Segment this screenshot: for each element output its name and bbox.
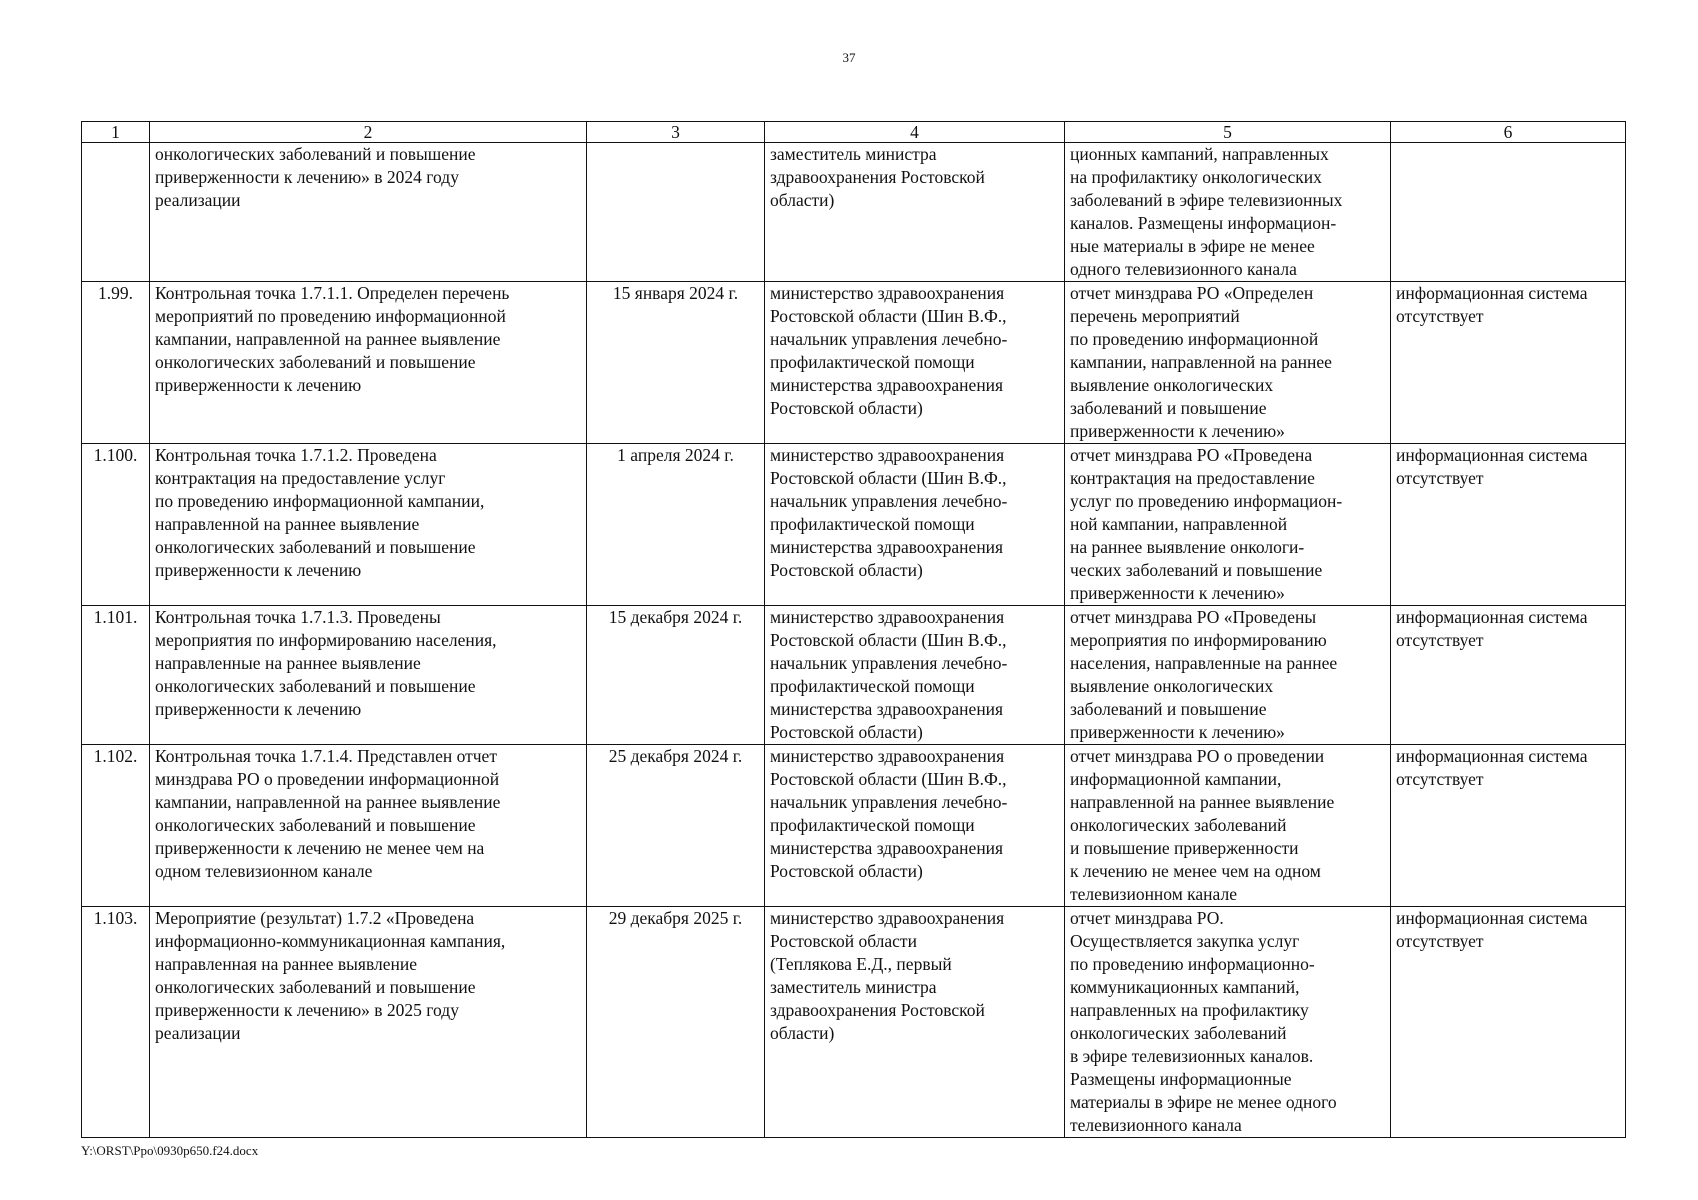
responsible-party-line: министерство здравоохранения: [770, 746, 1005, 766]
control-point-name-line: приверженности к лечению» в 2024 году: [155, 167, 459, 187]
column-header-2: 2: [150, 122, 587, 143]
responsible-party-line: заместитель министра: [770, 977, 937, 997]
result-document-line: и повышение приверженности: [1070, 838, 1299, 858]
result-document-line: заболеваний и повышение: [1070, 699, 1267, 719]
responsible-party-line: (Теплякова Е.Д., первый: [770, 954, 952, 974]
result-document-line: выявление онкологических: [1070, 676, 1274, 696]
row-number-cell: [82, 143, 150, 282]
control-point-name-line: информационно-коммуникационная кампания,: [155, 931, 506, 951]
control-point-name-line: кампании, направленной на раннее выявление: [155, 329, 501, 349]
column-header-1: 1: [82, 122, 150, 143]
responsible-party-line: Ростовской области): [770, 722, 923, 742]
result-document-cell: [1065, 745, 1391, 907]
responsible-party-line: здравоохранения Ростовской: [770, 1000, 985, 1020]
result-document-line: на профилактику онкологических: [1070, 167, 1322, 187]
control-point-name-line: Контрольная точка 1.7.1.1. Определен перечень: [155, 283, 510, 303]
deadline-date-cell: 25 декабря 2024 г.: [587, 745, 765, 907]
result-document-line: Осуществляется закупка услуг: [1070, 931, 1300, 951]
information-system-line: информационная система: [1396, 283, 1588, 303]
control-points-table: [81, 121, 1626, 1138]
responsible-party-line: заместитель министра: [770, 144, 937, 164]
responsible-party-line: Ростовской области (Шин В.Ф.,: [770, 468, 1007, 488]
result-document-line: отчет минздрава РО о проведении: [1070, 746, 1325, 766]
responsible-party-line: начальник управления лечебно-: [770, 792, 1008, 812]
column-header-4: 4: [765, 122, 1065, 143]
responsible-party-line: начальник управления лечебно-: [770, 329, 1008, 349]
control-point-name-line: направленная на раннее выявление: [155, 954, 418, 974]
information-system-line: информационная система: [1396, 908, 1588, 928]
control-point-name-line: Контрольная точка 1.7.1.2. Проведена: [155, 445, 437, 465]
result-document-cell: [1065, 282, 1391, 444]
responsible-party-cell: [765, 444, 1065, 606]
information-system-line: информационная система: [1396, 746, 1588, 766]
result-document-line: по проведению информационно-: [1070, 954, 1315, 974]
control-point-name-line: приверженности к лечению: [155, 560, 362, 580]
result-document-line: направленной на раннее выявление: [1070, 792, 1335, 812]
table-row: [82, 606, 1626, 745]
result-document-line: кампании, направленной на раннее: [1070, 352, 1332, 372]
result-document-line: отчет минздрава РО «Проведены: [1070, 607, 1317, 627]
table-row: [82, 444, 1626, 606]
deadline-date-cell: 15 декабря 2024 г.: [587, 606, 765, 745]
responsible-party-line: министерства здравоохранения: [770, 838, 1004, 858]
control-point-name-line: контрактация на предоставление услуг: [155, 468, 446, 488]
control-point-name-line: реализации: [155, 190, 241, 210]
result-document-line: ционных кампаний, направленных: [1070, 144, 1329, 164]
information-system-line: информационная система: [1396, 607, 1588, 627]
control-point-name-line: направленной на раннее выявление: [155, 514, 420, 534]
information-system-cell: [1391, 444, 1626, 606]
responsible-party-line: области): [770, 1023, 835, 1043]
responsible-party-line: министерство здравоохранения: [770, 283, 1005, 303]
result-document-line: направленных на профилактику: [1070, 1000, 1309, 1020]
information-system-cell: [1391, 745, 1626, 907]
control-point-name-line: онкологических заболеваний и повышение: [155, 352, 476, 372]
control-point-name-line: минздрава РО о проведении информационной: [155, 769, 500, 789]
responsible-party-line: министерство здравоохранения: [770, 445, 1005, 465]
information-system-line: отсутствует: [1396, 306, 1484, 326]
control-point-name-cell: [150, 282, 587, 444]
result-document-line: ной кампании, направленной: [1070, 514, 1288, 534]
table-row: [82, 907, 1626, 1138]
control-point-name-line: онкологических заболеваний и повышение: [155, 977, 476, 997]
responsible-party-line: области): [770, 190, 835, 210]
control-point-name-line: направленные на раннее выявление: [155, 653, 421, 673]
control-point-name-line: приверженности к лечению» в 2025 году: [155, 1000, 459, 1020]
row-number-cell: 1.99.: [82, 282, 150, 444]
result-document-line: онкологических заболеваний: [1070, 1023, 1287, 1043]
control-point-name-cell: [150, 745, 587, 907]
responsible-party-line: Ростовской области): [770, 398, 923, 418]
footer-file-path: Y:\ORST\Ppo\0930p650.f24.docx: [81, 1143, 259, 1158]
responsible-party-line: начальник управления лечебно-: [770, 491, 1008, 511]
control-point-name-line: приверженности к лечению не менее чем на: [155, 838, 485, 858]
deadline-date-cell: 1 апреля 2024 г.: [587, 444, 765, 606]
result-document-line: информационной кампании,: [1070, 769, 1282, 789]
deadline-date-cell: 15 января 2024 г.: [587, 282, 765, 444]
result-document-line: услуг по проведению информацион-: [1070, 491, 1343, 511]
result-document-cell: [1065, 606, 1391, 745]
table-row: [82, 282, 1626, 444]
result-document-line: заболеваний и повышение: [1070, 398, 1267, 418]
column-header-3: 3: [587, 122, 765, 143]
result-document-line: отчет минздрава РО «Определен: [1070, 283, 1314, 303]
responsible-party-line: Ростовской области): [770, 560, 923, 580]
control-point-name-line: мероприятия по информированию населения,: [155, 630, 497, 650]
control-point-name-line: одном телевизионном канале: [155, 861, 373, 881]
information-system-cell: [1391, 606, 1626, 745]
control-point-name-line: кампании, направленной на раннее выявление: [155, 792, 501, 812]
responsible-party-line: Ростовской области (Шин В.Ф.,: [770, 769, 1007, 789]
information-system-line: отсутствует: [1396, 769, 1484, 789]
result-document-line: Размещены информационные: [1070, 1069, 1292, 1089]
responsible-party-line: начальник управления лечебно-: [770, 653, 1008, 673]
control-point-name-line: по проведению информационной кампании,: [155, 491, 485, 511]
control-point-name-line: онкологических заболеваний и повышение: [155, 144, 476, 164]
information-system-cell: [1391, 907, 1626, 1138]
result-document-line: приверженности к лечению»: [1070, 421, 1285, 441]
result-document-line: коммуникационных кампаний,: [1070, 977, 1300, 997]
responsible-party-line: здравоохранения Ростовской: [770, 167, 985, 187]
deadline-date-cell: [587, 143, 765, 282]
information-system-line: отсутствует: [1396, 468, 1484, 488]
control-point-name-cell: [150, 606, 587, 745]
header-row: [82, 122, 1626, 143]
control-point-name-cell: [150, 907, 587, 1138]
result-document-line: в эфире телевизионных каналов.: [1070, 1046, 1314, 1066]
information-system-line: информационная система: [1396, 445, 1588, 465]
result-document-line: телевизионного канала: [1070, 1115, 1242, 1135]
row-number-cell: 1.101.: [82, 606, 150, 745]
responsible-party-line: профилактической помощи: [770, 676, 975, 696]
deadline-date-cell: 29 декабря 2025 г.: [587, 907, 765, 1138]
row-number-cell: 1.103.: [82, 907, 150, 1138]
information-system-line: отсутствует: [1396, 630, 1484, 650]
responsible-party-line: Ростовской области: [770, 931, 917, 951]
result-document-line: выявление онкологических: [1070, 375, 1274, 395]
table-row: [82, 143, 1626, 282]
responsible-party-line: министерство здравоохранения: [770, 908, 1005, 928]
result-document-line: по проведению информационной: [1070, 329, 1319, 349]
responsible-party-cell: [765, 907, 1065, 1138]
result-document-line: отчет минздрава РО «Проведена: [1070, 445, 1313, 465]
row-number-cell: 1.102.: [82, 745, 150, 907]
control-point-name-line: реализации: [155, 1023, 241, 1043]
control-point-name-cell: [150, 143, 587, 282]
control-point-name-line: онкологических заболеваний и повышение: [155, 537, 476, 557]
responsible-party-cell: [765, 282, 1065, 444]
result-document-line: одного телевизионного канала: [1070, 259, 1297, 279]
row-number-cell: 1.100.: [82, 444, 150, 606]
responsible-party-cell: [765, 745, 1065, 907]
responsible-party-line: профилактической помощи: [770, 815, 975, 835]
control-point-name-line: Контрольная точка 1.7.1.3. Проведены: [155, 607, 441, 627]
result-document-line: населения, направленные на раннее: [1070, 653, 1338, 673]
result-document-line: перечень мероприятий: [1070, 306, 1240, 326]
responsible-party-line: Ростовской области (Шин В.Ф.,: [770, 630, 1007, 650]
result-document-line: контрактация на предоставление: [1070, 468, 1315, 488]
result-document-line: на раннее выявление онкологи-: [1070, 537, 1305, 557]
responsible-party-line: Ростовской области (Шин В.Ф.,: [770, 306, 1007, 326]
information-system-cell: [1391, 282, 1626, 444]
responsible-party-line: министерства здравоохранения: [770, 375, 1004, 395]
result-document-line: каналов. Размещены информацион-: [1070, 213, 1337, 233]
result-document-line: ные материалы в эфире не менее: [1070, 236, 1315, 256]
result-document-line: отчет минздрава РО.: [1070, 908, 1224, 928]
result-document-cell: [1065, 143, 1391, 282]
information-system-line: отсутствует: [1396, 931, 1484, 951]
control-point-name-cell: [150, 444, 587, 606]
column-header-5: 5: [1065, 122, 1391, 143]
result-document-cell: [1065, 907, 1391, 1138]
responsible-party-line: профилактической помощи: [770, 352, 975, 372]
control-point-name-line: приверженности к лечению: [155, 699, 362, 719]
control-point-name-line: онкологических заболеваний и повышение: [155, 815, 476, 835]
responsible-party-cell: [765, 143, 1065, 282]
result-document-line: материалы в эфире не менее одного: [1070, 1092, 1337, 1112]
control-point-name-line: приверженности к лечению: [155, 375, 362, 395]
result-document-cell: [1065, 444, 1391, 606]
control-point-name-line: мероприятий по проведению информационной: [155, 306, 506, 326]
result-document-line: приверженности к лечению»: [1070, 583, 1285, 603]
page-number: 37: [842, 50, 856, 65]
information-system-cell: [1391, 143, 1626, 282]
responsible-party-line: министерства здравоохранения: [770, 537, 1004, 557]
responsible-party-line: профилактической помощи: [770, 514, 975, 534]
result-document-line: заболеваний в эфире телевизионных: [1070, 190, 1343, 210]
control-point-name-line: Контрольная точка 1.7.1.4. Представлен отчет: [155, 746, 497, 766]
control-point-name-line: онкологических заболеваний и повышение: [155, 676, 476, 696]
result-document-line: онкологических заболеваний: [1070, 815, 1287, 835]
result-document-line: телевизионном канале: [1070, 884, 1237, 904]
responsible-party-line: министерство здравоохранения: [770, 607, 1005, 627]
control-point-name-line: Мероприятие (результат) 1.7.2 «Проведена: [155, 908, 475, 928]
result-document-line: приверженности к лечению»: [1070, 722, 1285, 742]
result-document-line: мероприятия по информированию: [1070, 630, 1327, 650]
responsible-party-line: министерства здравоохранения: [770, 699, 1004, 719]
column-header-6: 6: [1391, 122, 1626, 143]
table-row: [82, 745, 1626, 907]
responsible-party-cell: [765, 606, 1065, 745]
responsible-party-line: Ростовской области): [770, 861, 923, 881]
result-document-line: ческих заболеваний и повышение: [1070, 560, 1323, 580]
result-document-line: к лечению не менее чем на одном: [1070, 861, 1321, 881]
